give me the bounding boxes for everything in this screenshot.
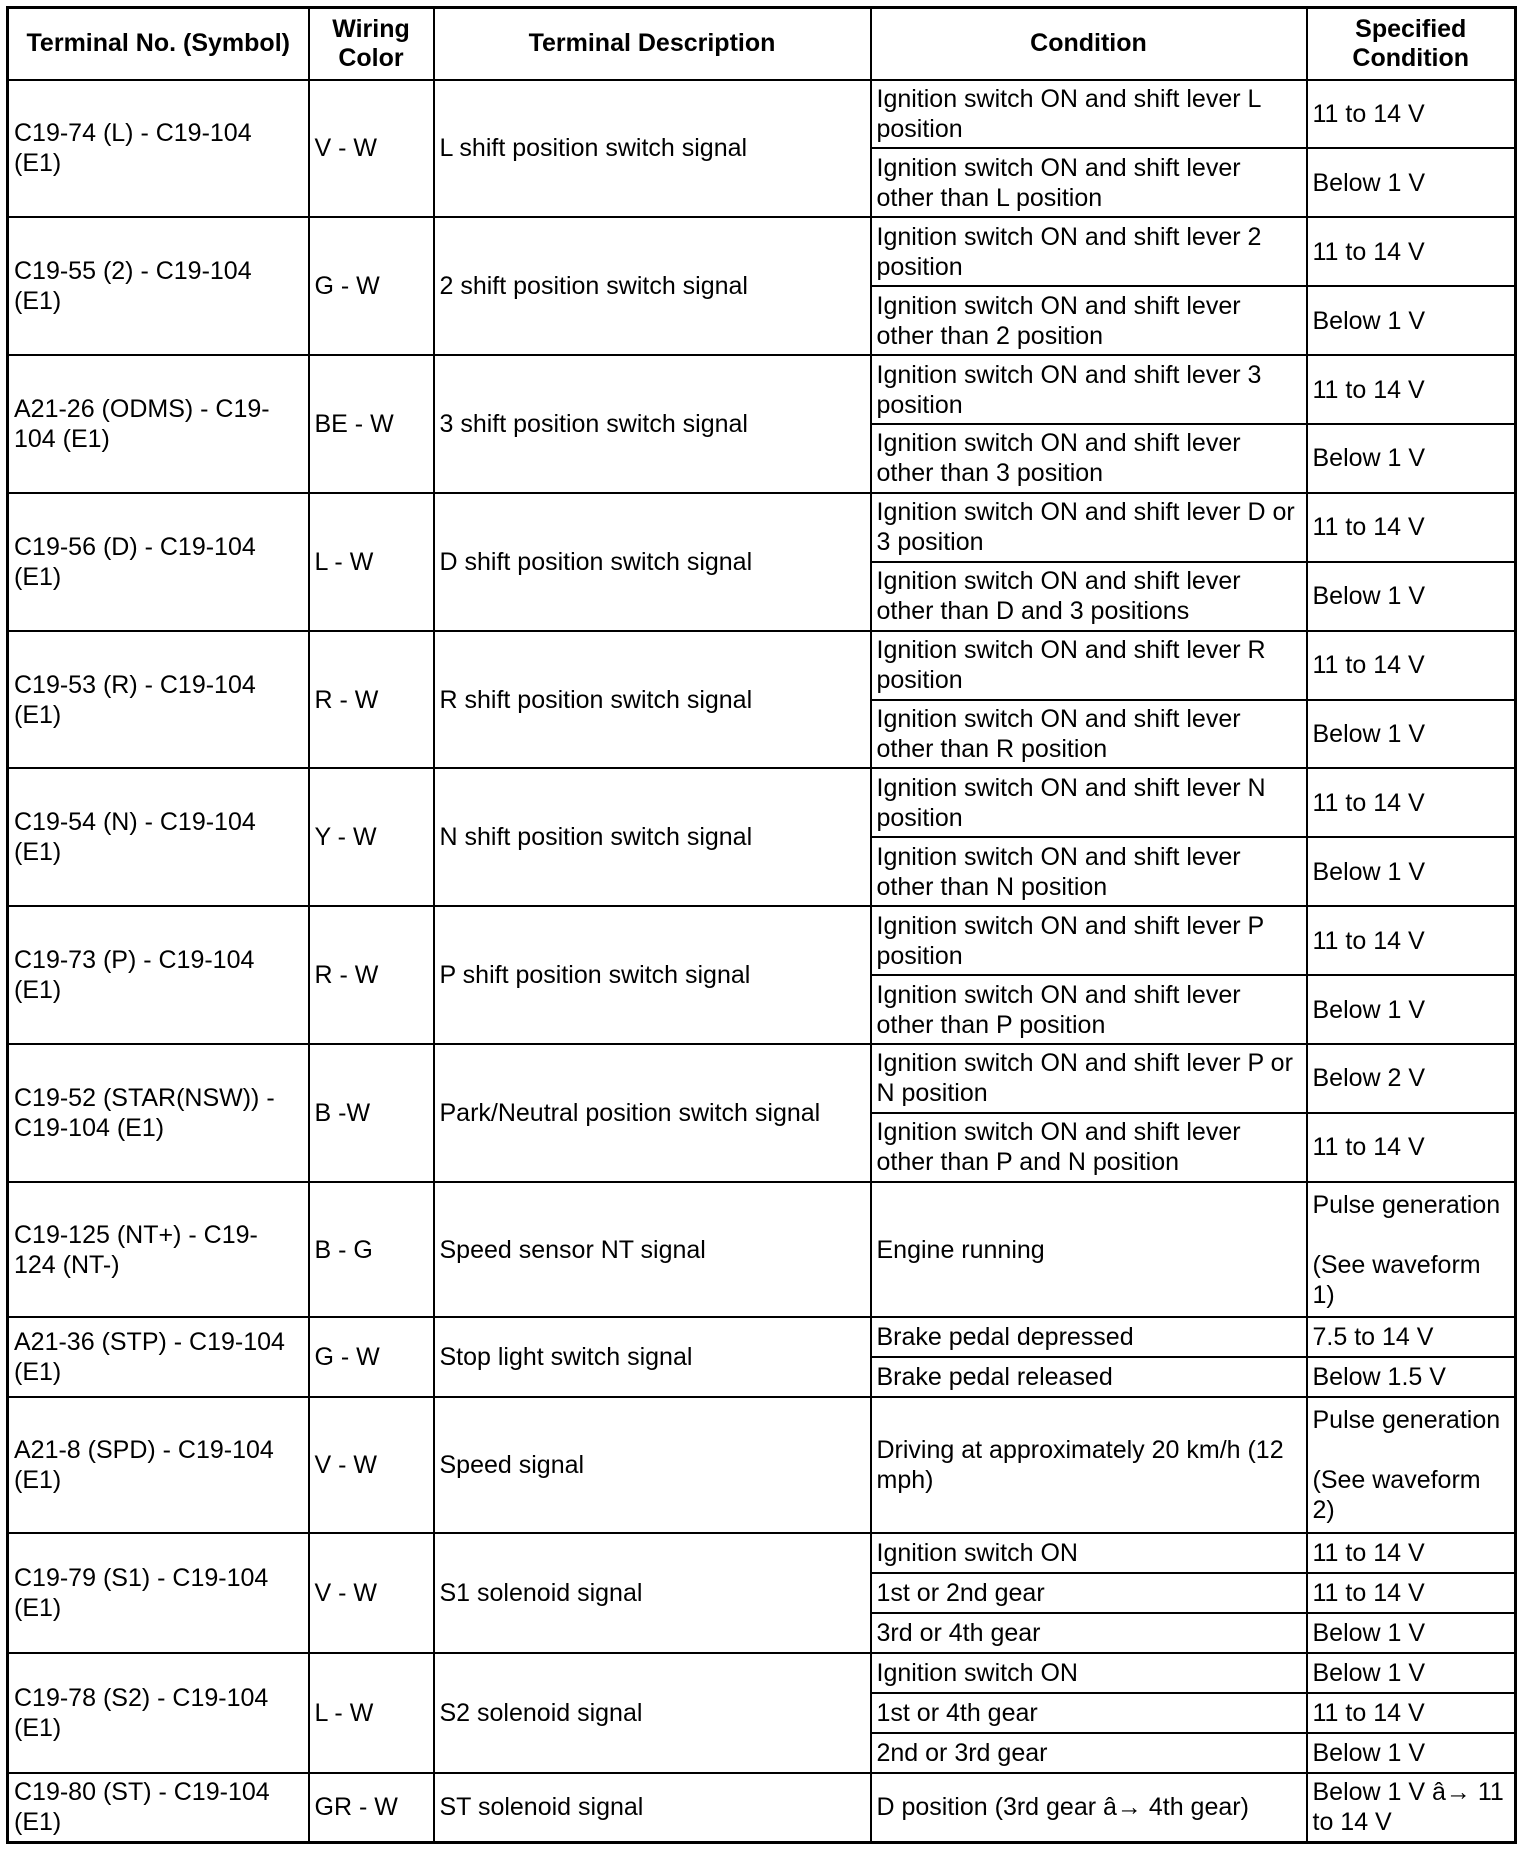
table-row bbox=[8, 1317, 1516, 1357]
terminal-description-cell: 2 shift position switch signal bbox=[434, 217, 871, 355]
condition-cell: Ignition switch ON and shift lever other than 3 position bbox=[871, 424, 1307, 493]
specified-condition-cell: Below 1 V bbox=[1307, 286, 1516, 355]
terminal-cell: C19-53 (R) - C19-104 (E1) bbox=[8, 631, 309, 769]
terminal-cell: C19-55 (2) - C19-104 (E1) bbox=[8, 217, 309, 355]
terminal-description-cell: S1 solenoid signal bbox=[434, 1533, 871, 1653]
specified-condition-cell: Below 1 V bbox=[1307, 424, 1516, 493]
terminal-description-cell: L shift position switch signal bbox=[434, 80, 871, 218]
terminal-cell: C19-56 (D) - C19-104 (E1) bbox=[8, 493, 309, 631]
terminal-description-cell: P shift position switch signal bbox=[434, 906, 871, 1044]
specified-condition-cell: Below 1 V bbox=[1307, 975, 1516, 1044]
table-header-row bbox=[8, 8, 1516, 80]
wiring-color-cell: V - W bbox=[309, 80, 434, 218]
condition-cell: D position (3rd gear â→ 4th gear) bbox=[871, 1773, 1307, 1843]
specified-condition-cell: Below 1 V bbox=[1307, 1653, 1516, 1693]
terminal-cell: C19-54 (N) - C19-104 (E1) bbox=[8, 768, 309, 906]
condition-cell: Ignition switch ON and shift lever other than N position bbox=[871, 837, 1307, 906]
table-row bbox=[8, 768, 1516, 837]
specified-condition-cell: Below 1 V bbox=[1307, 1733, 1516, 1773]
condition-cell: Ignition switch ON bbox=[871, 1653, 1307, 1693]
wiring-color-cell: B - G bbox=[309, 1182, 434, 1318]
table-body bbox=[8, 80, 1516, 1843]
wiring-color-cell: B -W bbox=[309, 1044, 434, 1182]
terminal-cell: C19-52 (STAR(NSW)) - C19-104 (E1) bbox=[8, 1044, 309, 1182]
condition-cell: Ignition switch ON and shift lever 3 position bbox=[871, 355, 1307, 424]
wiring-color-cell: BE - W bbox=[309, 355, 434, 493]
condition-cell: Ignition switch ON and shift lever N position bbox=[871, 768, 1307, 837]
specified-condition-cell: 11 to 14 V bbox=[1307, 1113, 1516, 1182]
table-row bbox=[8, 493, 1516, 562]
terminal-cell: C19-125 (NT+) - C19-124 (NT-) bbox=[8, 1182, 309, 1318]
terminal-description-cell: Speed sensor NT signal bbox=[434, 1182, 871, 1318]
table-row bbox=[8, 355, 1516, 424]
terminal-description-cell: ST solenoid signal bbox=[434, 1773, 871, 1843]
specified-condition-cell: 7.5 to 14 V bbox=[1307, 1317, 1516, 1357]
condition-cell: Engine running bbox=[871, 1182, 1307, 1318]
condition-cell: Brake pedal depressed bbox=[871, 1317, 1307, 1357]
header-specified-condition: Specified Condition bbox=[1307, 8, 1516, 80]
terminal-cell: C19-79 (S1) - C19-104 (E1) bbox=[8, 1533, 309, 1653]
table-row bbox=[8, 1773, 1516, 1843]
terminal-description-cell: N shift position switch signal bbox=[434, 768, 871, 906]
table-row bbox=[8, 1533, 1516, 1573]
wiring-color-cell: GR - W bbox=[309, 1773, 434, 1843]
terminal-cell: C19-80 (ST) - C19-104 (E1) bbox=[8, 1773, 309, 1843]
specified-condition-cell: Below 1 V bbox=[1307, 1613, 1516, 1653]
terminal-description-cell: Stop light switch signal bbox=[434, 1317, 871, 1397]
specified-condition-cell: 11 to 14 V bbox=[1307, 217, 1516, 286]
condition-cell: Ignition switch ON and shift lever P position bbox=[871, 906, 1307, 975]
specified-condition-cell: Pulse generation (See waveform 1) bbox=[1307, 1182, 1516, 1318]
terminal-cell: A21-36 (STP) - C19-104 (E1) bbox=[8, 1317, 309, 1397]
condition-cell: Ignition switch ON and shift lever other than L position bbox=[871, 148, 1307, 217]
table-row bbox=[8, 906, 1516, 975]
condition-cell: Ignition switch ON and shift lever other than P position bbox=[871, 975, 1307, 1044]
wiring-color-cell: R - W bbox=[309, 906, 434, 1044]
table-row bbox=[8, 1182, 1516, 1318]
condition-cell: Ignition switch ON and shift lever D or 3 position bbox=[871, 493, 1307, 562]
wiring-color-cell: V - W bbox=[309, 1397, 434, 1533]
specified-condition-cell: Below 1 V bbox=[1307, 837, 1516, 906]
condition-cell: Ignition switch ON bbox=[871, 1533, 1307, 1573]
specified-condition-cell: Below 1 V bbox=[1307, 148, 1516, 217]
specified-condition-cell: 11 to 14 V bbox=[1307, 1533, 1516, 1573]
table-row bbox=[8, 80, 1516, 149]
terminal-description-cell: S2 solenoid signal bbox=[434, 1653, 871, 1773]
specified-condition-cell: 11 to 14 V bbox=[1307, 355, 1516, 424]
table-row bbox=[8, 1653, 1516, 1693]
specified-condition-cell: 11 to 14 V bbox=[1307, 631, 1516, 700]
specified-condition-cell: Below 1.5 V bbox=[1307, 1357, 1516, 1397]
specified-condition-cell: Below 1 V â→ 11 to 14 V bbox=[1307, 1773, 1516, 1843]
condition-cell: Ignition switch ON and shift lever P or N position bbox=[871, 1044, 1307, 1113]
specified-condition-cell: 11 to 14 V bbox=[1307, 1573, 1516, 1613]
condition-cell: Brake pedal released bbox=[871, 1357, 1307, 1397]
header-condition: Condition bbox=[871, 8, 1307, 80]
specified-condition-cell: 11 to 14 V bbox=[1307, 906, 1516, 975]
terminal-cell: A21-26 (ODMS) - C19-104 (E1) bbox=[8, 355, 309, 493]
terminal-cell: C19-73 (P) - C19-104 (E1) bbox=[8, 906, 309, 1044]
condition-cell: Ignition switch ON and shift lever 2 position bbox=[871, 217, 1307, 286]
table-row bbox=[8, 1397, 1516, 1533]
condition-cell: Driving at approximately 20 km/h (12 mph) bbox=[871, 1397, 1307, 1533]
condition-cell: 3rd or 4th gear bbox=[871, 1613, 1307, 1653]
wiring-color-cell: Y - W bbox=[309, 768, 434, 906]
terminal-description-cell: 3 shift position switch signal bbox=[434, 355, 871, 493]
specified-condition-cell: 11 to 14 V bbox=[1307, 80, 1516, 149]
condition-cell: 1st or 2nd gear bbox=[871, 1573, 1307, 1613]
table-row bbox=[8, 631, 1516, 700]
wiring-color-cell: L - W bbox=[309, 1653, 434, 1773]
terminal-inspection-table bbox=[6, 6, 1517, 1844]
condition-cell: Ignition switch ON and shift lever other than D and 3 positions bbox=[871, 562, 1307, 631]
condition-cell: Ignition switch ON and shift lever other than 2 position bbox=[871, 286, 1307, 355]
terminal-description-cell: D shift position switch signal bbox=[434, 493, 871, 631]
terminal-cell: C19-74 (L) - C19-104 (E1) bbox=[8, 80, 309, 218]
specified-condition-cell: Pulse generation (See waveform 2) bbox=[1307, 1397, 1516, 1533]
condition-cell: 2nd or 3rd gear bbox=[871, 1733, 1307, 1773]
header-terminal-description: Terminal Description bbox=[434, 8, 871, 80]
wiring-color-cell: G - W bbox=[309, 1317, 434, 1397]
condition-cell: Ignition switch ON and shift lever other than R position bbox=[871, 700, 1307, 769]
terminal-description-cell: Park/Neutral position switch signal bbox=[434, 1044, 871, 1182]
table-row bbox=[8, 1044, 1516, 1113]
specified-condition-cell: Below 1 V bbox=[1307, 700, 1516, 769]
wiring-color-cell: G - W bbox=[309, 217, 434, 355]
specified-condition-cell: Below 2 V bbox=[1307, 1044, 1516, 1113]
header-terminal-no: Terminal No. (Symbol) bbox=[8, 8, 309, 80]
specified-condition-cell: 11 to 14 V bbox=[1307, 768, 1516, 837]
terminal-description-cell: R shift position switch signal bbox=[434, 631, 871, 769]
terminal-cell: C19-78 (S2) - C19-104 (E1) bbox=[8, 1653, 309, 1773]
terminal-cell: A21-8 (SPD) - C19-104 (E1) bbox=[8, 1397, 309, 1533]
specified-condition-cell: Below 1 V bbox=[1307, 562, 1516, 631]
condition-cell: Ignition switch ON and shift lever other than P and N position bbox=[871, 1113, 1307, 1182]
wiring-color-cell: R - W bbox=[309, 631, 434, 769]
condition-cell: Ignition switch ON and shift lever L position bbox=[871, 80, 1307, 149]
specified-condition-cell: 11 to 14 V bbox=[1307, 493, 1516, 562]
specified-condition-cell: 11 to 14 V bbox=[1307, 1693, 1516, 1733]
header-wiring-color: Wiring Color bbox=[309, 8, 434, 80]
table-row bbox=[8, 217, 1516, 286]
condition-cell: Ignition switch ON and shift lever R position bbox=[871, 631, 1307, 700]
wiring-color-cell: V - W bbox=[309, 1533, 434, 1653]
terminal-description-cell: Speed signal bbox=[434, 1397, 871, 1533]
wiring-color-cell: L - W bbox=[309, 493, 434, 631]
condition-cell: 1st or 4th gear bbox=[871, 1693, 1307, 1733]
